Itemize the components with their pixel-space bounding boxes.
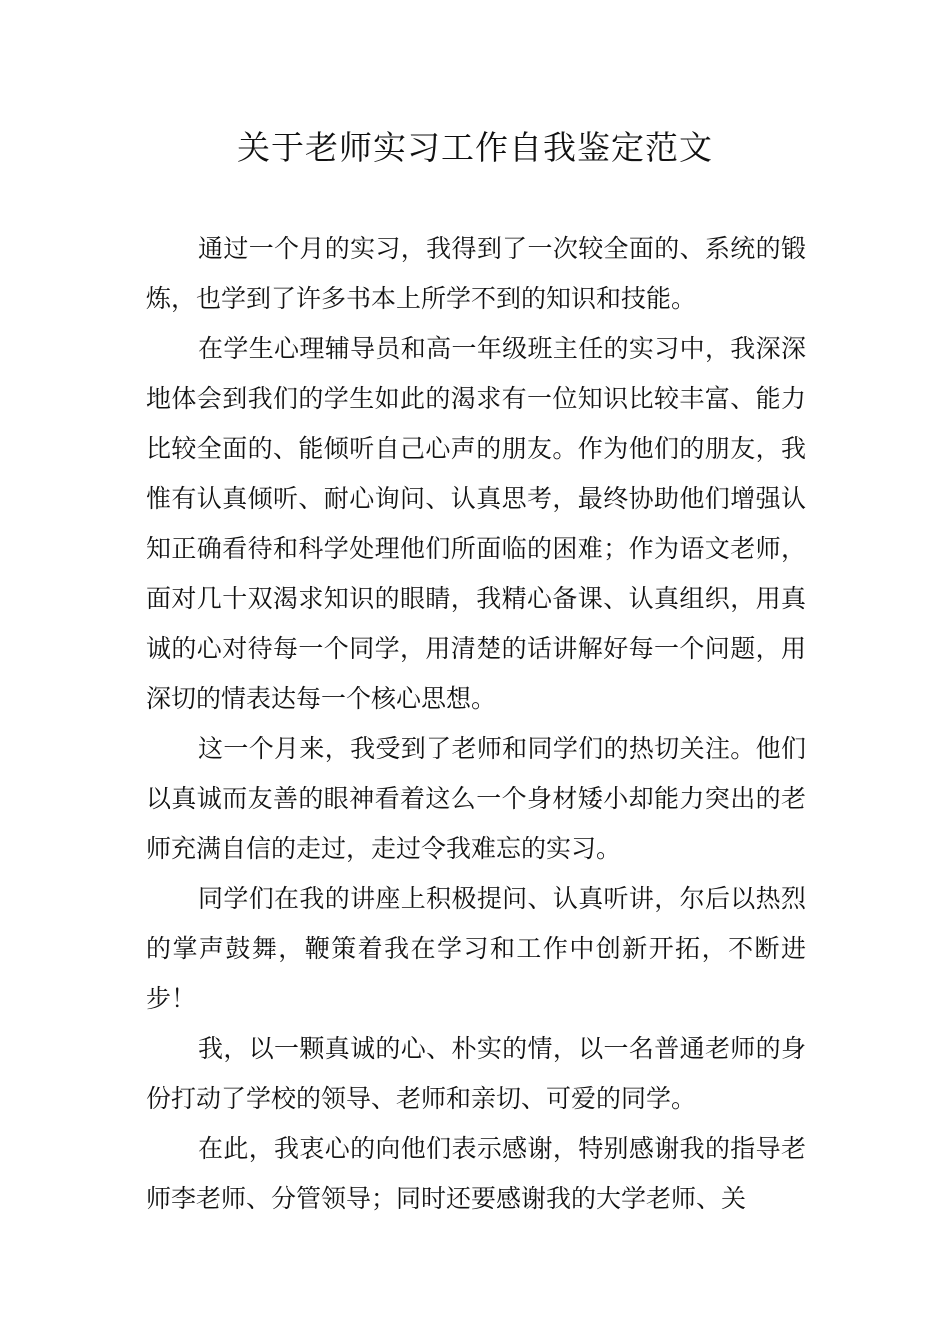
- paragraph-1: 通过一个月的实习，我得到了一次较全面的、系统的锻炼，也学到了许多书本上所学不到的知识和技能。: [146, 234, 806, 313]
- document-title: 关于老师实习工作自我鉴定范文: [237, 128, 713, 167]
- paragraph-2: 在学生心理辅导员和高一年级班主任的实习中，我深深地体会到我们的学生如此的渴求有一位知识比较丰富、能力比较全面的、能倾听自己心声的朋友。作为他们的朋友，我惟有认真倾听、耐心询问、认真思考，最终协助他们增强认知正确看待和科学处理他们所面临的困难；作为语文老师，面对几十双渴求知识的眼睛，我精心备课、认真组织，用真诚的心对待每一个同学，用清楚的话讲解好每一个问题，用深切的情表达每一个核心思想。: [146, 334, 806, 713]
- document-body: [146, 224, 806, 1224]
- paragraph-6: 在此，我衷心的向他们表示感谢，特别感谢我的指导老师李老师、分管领导；同时还要感谢我的大学老师、关: [146, 1134, 806, 1213]
- paragraph-5: 我，以一颗真诚的心、朴实的情，以一名普通老师的身份打动了学校的领导、老师和亲切、可爱的同学。: [146, 1034, 806, 1113]
- paragraph-3: 这一个月来，我受到了老师和同学们的热切关注。他们以真诚而友善的眼神看着这么一个身材矮小却能力突出的老师充满自信的走过，走过令我难忘的实习。: [146, 734, 806, 863]
- paragraph-4: 同学们在我的讲座上积极提问、认真听讲，尔后以热烈的掌声鼓舞，鞭策着我在学习和工作中创新开拓，不断进步！: [146, 884, 806, 1013]
